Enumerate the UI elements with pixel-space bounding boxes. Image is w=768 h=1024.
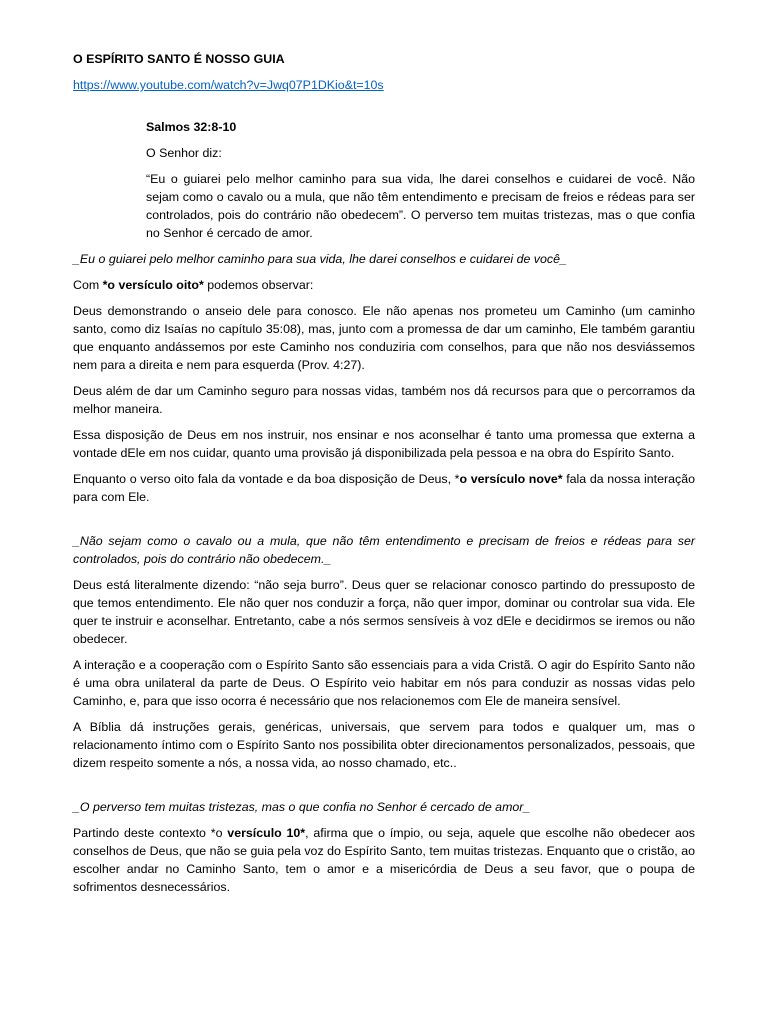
section1-heading: _Eu o guiarei pelo melhor caminho para sua vida, lhe darei conselhos e cuidarei de você_ xyxy=(73,252,567,266)
verse-ten-label: versículo 10* xyxy=(227,826,306,840)
scripture-reference: Salmos 32:8-10 xyxy=(146,120,237,134)
section1-paragraph-3: Essa disposição de Deus em nos instruir, nos ensinar e nos aconselhar é tanto uma promessa que externa a vontade dEle em nos cuidar, quanto uma provisão já disponibilizada pela pessoa e na obra do Espírito Santo. xyxy=(73,428,695,460)
scripture-quote xyxy=(146,118,695,242)
section2-heading: _Não sejam como o cavalo ou a mula, que não têm entendimento e precisam de freios e rédeas para ser controlados, pois do contrário não obedecem._ xyxy=(73,534,695,566)
document-title: O ESPÍRITO SANTO É NOSSO GUIA xyxy=(73,52,285,66)
section3-p1-post: , afirma que o ímpio, ou seja, aquele que escolhe não obedecer aos conselhos de Deus, que não se guia pela voz do Espírito Santo, tem muitas tristezas. Enquanto que o cristão, ao escolher andar no Caminho Santo, tem o amor e a misericórdia de Deus a seu favor, que o poupa de sofrimentos desnecessários. xyxy=(73,826,695,894)
section2-paragraph-2: A interação e a cooperação com o Espírito Santo são essenciais para a vida Cristã. O agir do Espírito Santo não é uma obra unilateral da parte de Deus. O Espírito veio habitar em nós para conduzir as nossas vidas pelo Caminho, e, para que isso ocorra é necessário que nos relacionemos com Ele de maneira sensível. xyxy=(73,658,695,708)
section1-p4-post: fala da nossa interação para com Ele. xyxy=(73,472,695,504)
section1-lead-pre: Com xyxy=(73,278,103,292)
section3-p1-pre: Partindo deste contexto *o xyxy=(73,826,228,840)
section3-heading: _O perverso tem muitas tristezas, mas o que confia no Senhor é cercado de amor_ xyxy=(73,800,531,814)
section1-paragraph-4 xyxy=(73,470,695,506)
section3-paragraph-1 xyxy=(73,824,695,896)
document-page xyxy=(73,50,695,904)
verse-nine-label: o versículo nove* xyxy=(459,472,563,486)
section1-lead xyxy=(73,276,695,294)
section1-paragraph-1: Deus demonstrando o anseio dele para conosco. Ele não apenas nos prometeu um Caminho (um caminho santo, como diz Isaías no capítulo 35:08), mas, junto com a promessa de dar um caminho, Ele também garantiu que enquanto andássemos por este Caminho nos conduziria com conselhos, para que não nos desviássemos nem para a direita e nem para esquerda (Prov. 4:27). xyxy=(73,304,695,372)
verse-eight-label: *o versículo oito* xyxy=(102,278,204,292)
spacer xyxy=(73,514,695,532)
youtube-link[interactable]: https://www.youtube.com/watch?v=Jwq07P1DKio&t=10s xyxy=(73,78,384,92)
section1-lead-post: podemos observar: xyxy=(203,278,314,292)
scripture-text: “Eu o guiarei pelo melhor caminho para sua vida, lhe darei conselhos e cuidarei de você. Não sejam como o cavalo ou a mula, que não têm entendimento e precisam de freios e rédeas para ser controlados, pois do contrário não obedecem”. O perverso tem muitas tristezas, mas o que confia no Senhor é cercado de amor. xyxy=(146,172,695,240)
scripture-intro: O Senhor diz: xyxy=(146,146,222,160)
section1-p4-pre: Enquanto o verso oito fala da vontade e da boa disposição de Deus, * xyxy=(73,472,460,486)
section1-paragraph-2: Deus além de dar um Caminho seguro para nossas vidas, também nos dá recursos para que o percorramos da melhor maneira. xyxy=(73,384,695,416)
spacer xyxy=(73,780,695,798)
section2-paragraph-1: Deus está literalmente dizendo: “não seja burro”. Deus quer se relacionar conosco partindo do pressuposto de que temos entendimento. Ele não quer nos conduzir a força, não quer impor, dominar ou controlar sua vida. Ele quer te instruir e aconselhar. Entretanto, cabe a nós sermos sensíveis à voz dEle e decidirmos se iremos ou não obedecer. xyxy=(73,578,695,646)
section2-paragraph-3: A Bíblia dá instruções gerais, genéricas, universais, que servem para todos e qualquer um, mas o relacionamento íntimo com o Espírito Santo nos possibilita obter direcionamentos personalizados, pessoais, que dizem respeito somente a nós, a nossa vida, ao nosso chamado, etc.. xyxy=(73,720,695,770)
